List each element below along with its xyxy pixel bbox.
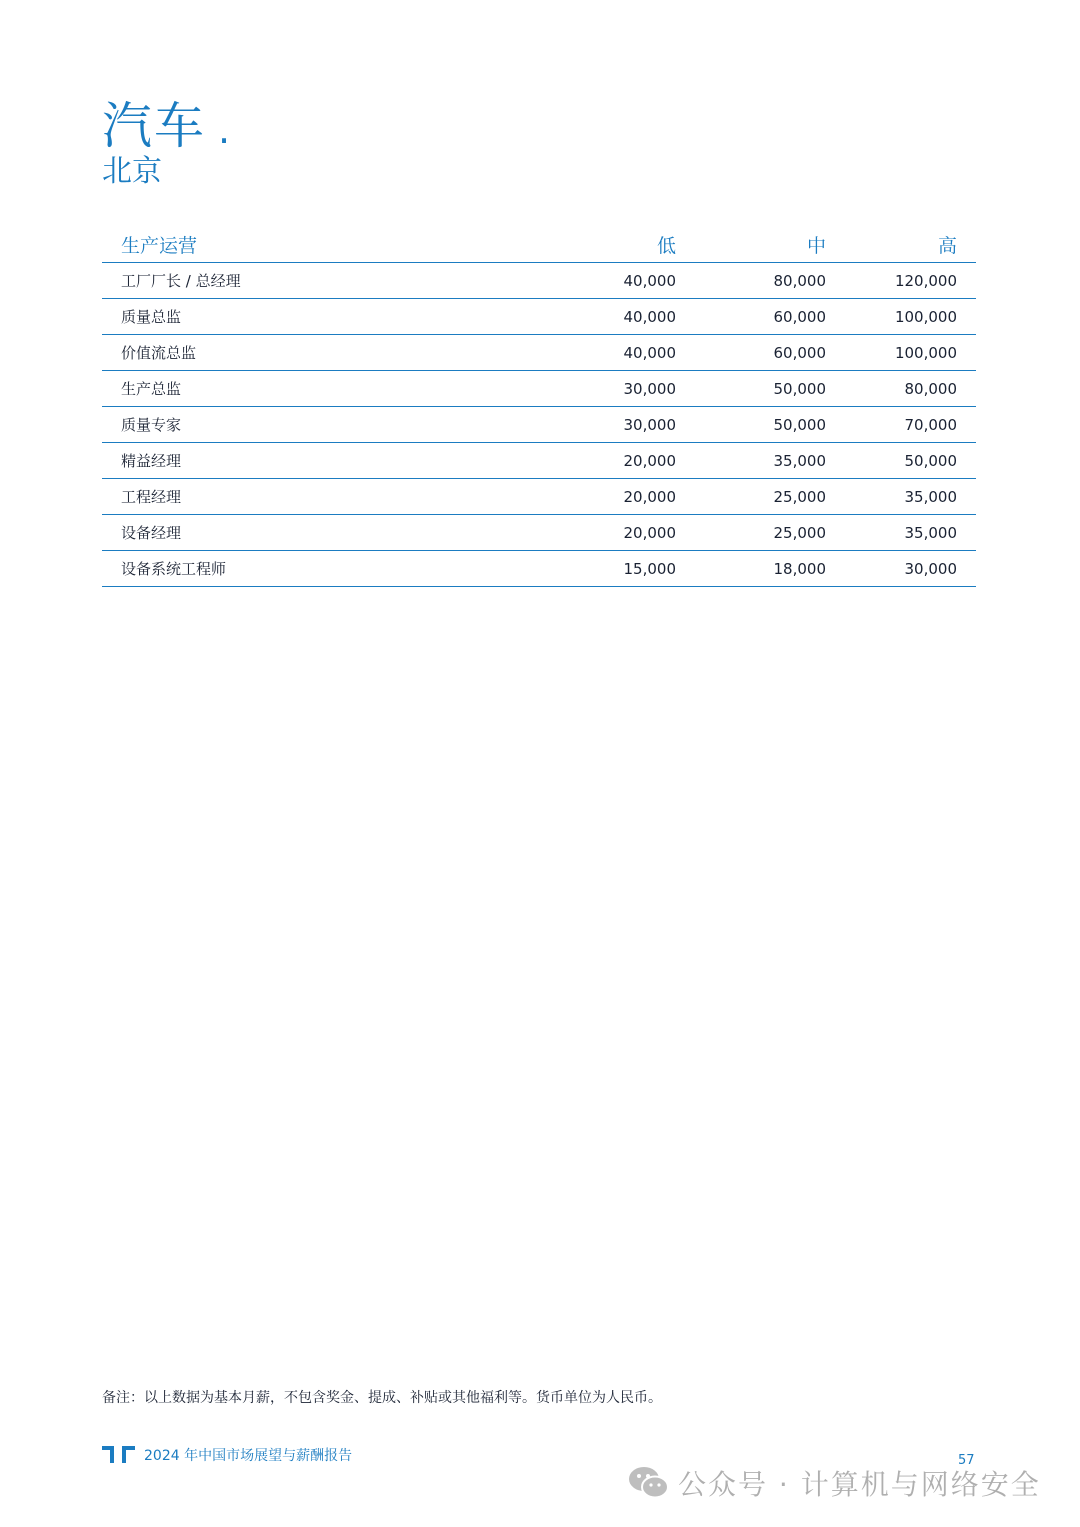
role-cell: 设备系统工程师	[102, 551, 541, 587]
mid-salary-cell: 80,000	[676, 263, 826, 299]
page-title-text: 汽车	[102, 97, 206, 155]
table-row	[102, 407, 976, 443]
table-row	[102, 263, 976, 299]
watermark	[628, 1463, 1041, 1503]
page-title-dot: .	[218, 108, 233, 152]
mid-salary-cell: 50,000	[676, 407, 826, 443]
page-subtitle: 北京	[102, 154, 162, 189]
salary-table	[102, 226, 976, 587]
low-salary-cell: 40,000	[541, 299, 676, 335]
high-salary-cell: 80,000	[826, 371, 976, 407]
mid-salary-cell: 35,000	[676, 443, 826, 479]
column-header-mid: 中	[676, 226, 826, 263]
page-number: 57	[958, 1453, 975, 1468]
footer-report-title: 2024 年中国市场展望与薪酬报告	[144, 1448, 353, 1464]
table-row	[102, 299, 976, 335]
table-row	[102, 443, 976, 479]
high-salary-cell: 100,000	[826, 335, 976, 371]
role-cell: 工厂厂长 / 总经理	[102, 263, 541, 299]
low-salary-cell: 40,000	[541, 335, 676, 371]
column-header-low: 低	[541, 226, 676, 263]
role-cell: 质量专家	[102, 407, 541, 443]
table-row	[102, 479, 976, 515]
low-salary-cell: 20,000	[541, 515, 676, 551]
role-cell: 价值流总监	[102, 335, 541, 371]
mid-salary-cell: 18,000	[676, 551, 826, 587]
role-cell: 工程经理	[102, 479, 541, 515]
low-salary-cell: 15,000	[541, 551, 676, 587]
table-row	[102, 371, 976, 407]
high-salary-cell: 70,000	[826, 407, 976, 443]
low-salary-cell: 30,000	[541, 407, 676, 443]
footer-brand	[102, 1445, 352, 1465]
role-cell: 生产总监	[102, 371, 541, 407]
high-salary-cell: 35,000	[826, 479, 976, 515]
high-salary-cell: 50,000	[826, 443, 976, 479]
mid-salary-cell: 60,000	[676, 299, 826, 335]
role-cell: 质量总监	[102, 299, 541, 335]
page-title	[102, 96, 232, 160]
low-salary-cell: 20,000	[541, 443, 676, 479]
mid-salary-cell: 25,000	[676, 515, 826, 551]
table-header-row	[102, 226, 976, 263]
table-row	[102, 551, 976, 587]
role-cell: 设备经理	[102, 515, 541, 551]
role-cell: 精益经理	[102, 443, 541, 479]
high-salary-cell: 30,000	[826, 551, 976, 587]
high-salary-cell: 120,000	[826, 263, 976, 299]
high-salary-cell: 100,000	[826, 299, 976, 335]
brand-logo-icon	[102, 1445, 136, 1465]
low-salary-cell: 40,000	[541, 263, 676, 299]
footnote: 备注：以上数据为基本月薪，不包含奖金、提成、补贴或其他福利等。货币单位为人民币。	[102, 1390, 662, 1406]
wechat-icon	[628, 1465, 670, 1501]
high-salary-cell: 35,000	[826, 515, 976, 551]
low-salary-cell: 20,000	[541, 479, 676, 515]
column-header-category: 生产运营	[102, 226, 541, 263]
mid-salary-cell: 60,000	[676, 335, 826, 371]
low-salary-cell: 30,000	[541, 371, 676, 407]
column-header-high: 高	[826, 226, 976, 263]
watermark-text: 公众号 · 计算机与网络安全	[678, 1468, 1041, 1501]
mid-salary-cell: 50,000	[676, 371, 826, 407]
table-row	[102, 515, 976, 551]
table-row	[102, 335, 976, 371]
mid-salary-cell: 25,000	[676, 479, 826, 515]
